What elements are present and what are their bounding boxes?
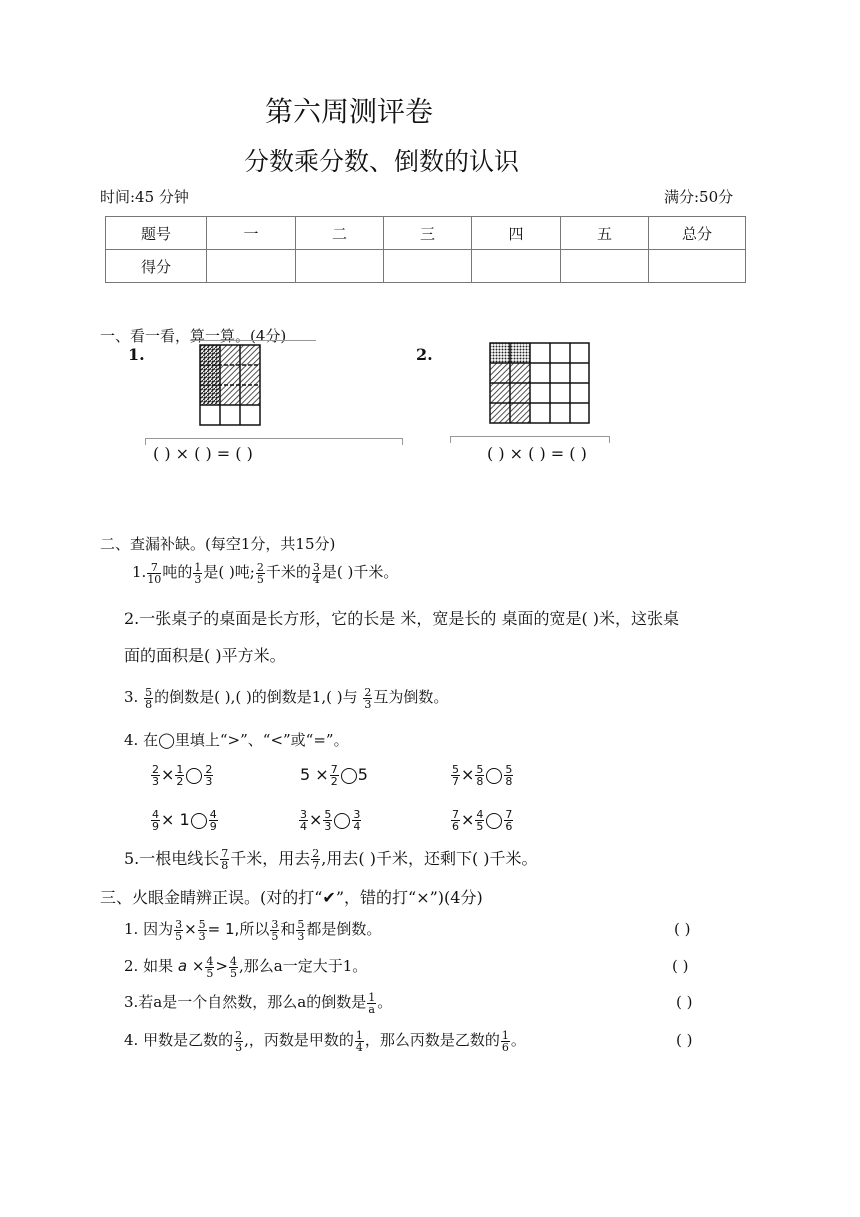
answer-paren[interactable]: ( ) — [676, 1031, 693, 1049]
comparison-item — [150, 809, 219, 832]
question-item — [132, 561, 398, 585]
question-text: ,用去( )千米，还剩下( )千米。 — [321, 849, 538, 868]
fraction — [299, 809, 308, 832]
denominator: 3 — [324, 820, 332, 833]
denominator: 3 — [235, 1040, 243, 1054]
denominator: 4 — [353, 820, 361, 833]
fraction — [256, 562, 265, 585]
question-text: 千米的 — [265, 563, 311, 581]
table-cell: 题号 — [106, 217, 207, 250]
equation-text: = 1, — [207, 920, 240, 938]
question-text: 都是倒数。 — [306, 920, 382, 938]
question-text: 是( )吨; — [203, 563, 255, 581]
numerator: 2 — [152, 763, 159, 776]
denominator: 5 — [256, 572, 264, 586]
answer-paren[interactable]: ( ) — [676, 993, 693, 1011]
numerator: 4 — [229, 954, 237, 968]
numerator: 5 — [505, 763, 513, 776]
denominator: 3 — [297, 929, 305, 943]
table-cell: 四 — [472, 217, 561, 250]
section1-heading: 一、看一看，算一算。(4分) — [100, 327, 287, 345]
answer-paren[interactable]: ( ) — [674, 920, 691, 938]
fraction — [151, 809, 160, 832]
time-limit: 时间:45 分钟 — [100, 188, 189, 206]
denominator: 8 — [145, 697, 153, 711]
fraction — [151, 764, 160, 787]
operator: × — [461, 765, 475, 784]
question-text: 。 — [377, 993, 393, 1011]
denominator: 8 — [476, 775, 484, 788]
numerator: 4 — [209, 808, 217, 821]
numerator: 7 — [147, 562, 161, 574]
table-row — [106, 217, 746, 250]
divider — [190, 340, 316, 341]
denominator: 4 — [312, 572, 320, 586]
numerator: 2 — [312, 847, 320, 860]
numerator: 5 — [476, 763, 484, 776]
score-input-cell[interactable] — [561, 250, 649, 283]
grid-figure-1 — [199, 344, 261, 426]
score-input-cell[interactable] — [207, 250, 296, 283]
comparison-item — [450, 764, 514, 787]
page-title: 第六周测评卷 — [265, 95, 434, 128]
fraction — [312, 562, 321, 585]
denominator: 3 — [194, 572, 202, 586]
fraction — [193, 562, 202, 585]
section3-heading: 三、火眼金睛辨正误。(对的打“✔”，错的打“×”)(4分) — [100, 888, 483, 907]
operator: × — [161, 765, 175, 784]
denominator: 3 — [364, 697, 372, 711]
denominator: 5 — [229, 966, 237, 980]
table-cell: 总分 — [649, 217, 746, 250]
question-text: ，那么丙数是乙数的 — [364, 1031, 500, 1049]
question-text: 4. 在◯里填上“>”、“<”或“=”。 — [124, 731, 349, 749]
numerator: 3 — [312, 560, 320, 574]
numerator: 1 — [501, 1028, 509, 1042]
question-text: 5.一根电线长 — [124, 849, 220, 868]
question-item — [124, 991, 392, 1015]
numerator: 1 — [368, 990, 376, 1004]
question-number: 1. — [128, 345, 145, 364]
number: 1 — [179, 810, 190, 829]
operator: × — [315, 765, 329, 784]
numerator: 3 — [353, 808, 361, 821]
question-item — [124, 686, 448, 710]
numerator: 1 — [194, 560, 202, 574]
numerator: 2 — [205, 763, 213, 776]
number: 5 — [300, 765, 311, 784]
fraction — [204, 764, 213, 787]
comparison-item — [298, 809, 362, 832]
numerator: 2 — [235, 1028, 243, 1042]
numerator: 4 — [206, 954, 214, 968]
numerator: 7 — [505, 808, 513, 821]
denominator: 4 — [300, 820, 307, 833]
question-item — [124, 1029, 526, 1053]
score-input-cell[interactable] — [384, 250, 472, 283]
compare-circle[interactable] — [341, 768, 357, 784]
fraction — [323, 809, 332, 832]
question-item — [124, 846, 538, 871]
fraction — [330, 764, 339, 787]
table-cell: 一 — [207, 217, 296, 250]
compare-circle[interactable] — [334, 813, 350, 829]
numerator: 5 — [452, 763, 459, 776]
table-cell: 五 — [561, 217, 649, 250]
fraction — [198, 919, 207, 942]
fraction — [504, 809, 513, 832]
table-row — [106, 250, 746, 283]
fraction — [175, 764, 184, 787]
numerator: 5 — [198, 917, 206, 931]
comparison-item — [300, 764, 368, 787]
numerator: 3 — [271, 917, 279, 931]
fraction — [311, 848, 320, 871]
operator: > — [215, 957, 228, 975]
question-text: 3.若a是一个自然数，那么a的倒数是 — [124, 993, 367, 1011]
denominator: 5 — [175, 929, 183, 943]
fraction — [475, 764, 484, 787]
fraction — [220, 848, 229, 871]
question-number: 3. — [124, 688, 139, 706]
fraction — [205, 956, 214, 979]
denominator: 8 — [221, 859, 229, 872]
question-text: 吨的 — [162, 563, 193, 581]
fraction — [234, 1030, 243, 1053]
fraction — [270, 919, 279, 942]
denominator: a — [368, 1002, 375, 1016]
compare-circle[interactable] — [191, 813, 207, 829]
table-cell: 得分 — [106, 250, 207, 283]
numerator: 3 — [175, 917, 183, 931]
fraction — [504, 764, 513, 787]
denominator: 6 — [501, 1040, 509, 1054]
denominator: 3 — [152, 775, 159, 788]
operator: × — [461, 810, 475, 829]
fraction — [475, 809, 484, 832]
equation-text: a × — [177, 957, 205, 975]
answer-blank[interactable]: ( ) × ( ) = ( ) — [153, 444, 253, 463]
question-text: 1. 因为 — [124, 920, 174, 938]
denominator: 2 — [330, 775, 338, 788]
score-input-cell[interactable] — [472, 250, 561, 283]
numerator: 2 — [256, 560, 264, 574]
question-text: 的倒数是( ),( )的倒数是1,( )与 — [154, 688, 358, 706]
numerator: 4 — [476, 808, 484, 821]
score-input-cell[interactable] — [296, 250, 384, 283]
question-text: 2.一张桌子的桌面是长方形，它的长是 米，宽是长的 桌面的宽是( )米，这张桌 — [124, 609, 680, 628]
fraction — [501, 1030, 510, 1053]
numerator: 7 — [452, 808, 459, 821]
question-number: 2. — [416, 345, 433, 364]
denominator: 5 — [206, 966, 214, 980]
question-text: 4. 甲数是乙数的 — [124, 1031, 234, 1049]
fraction — [296, 919, 305, 942]
question-text: 。 — [510, 1031, 526, 1049]
table-cell: 三 — [384, 217, 472, 250]
answer-paren[interactable]: ( ) — [672, 957, 689, 975]
denominator: 5 — [476, 820, 484, 833]
numerator: 3 — [300, 808, 307, 821]
question-text: 和 — [280, 920, 296, 938]
denominator: 10 — [147, 572, 162, 586]
numerator: 2 — [364, 685, 372, 699]
table-cell: 二 — [296, 217, 384, 250]
operator: × — [161, 810, 175, 829]
question-text: 互为倒数。 — [373, 688, 449, 706]
numerator: 7 — [221, 847, 229, 860]
denominator: 9 — [152, 820, 159, 833]
denominator: 7 — [312, 859, 320, 872]
fraction — [229, 956, 238, 979]
numerator: 1 — [355, 1028, 363, 1042]
numerator: 1 — [176, 763, 184, 776]
numerator: 5 — [145, 685, 153, 699]
question-text: 千米，用去 — [230, 849, 311, 868]
comparison-item — [150, 764, 214, 787]
question-text: 面的面积是( )平方米。 — [124, 646, 286, 665]
numerator: 7 — [330, 763, 338, 776]
question-item — [124, 918, 381, 942]
question-text: 是( )千米。 — [321, 563, 399, 581]
question-number: 1. — [132, 563, 147, 581]
fraction — [363, 687, 372, 710]
fraction — [451, 764, 460, 787]
denominator: 6 — [452, 820, 459, 833]
question-text: ,那么a一定大于1。 — [238, 957, 368, 975]
score-table — [105, 216, 746, 283]
denominator: 3 — [205, 775, 213, 788]
denominator: 2 — [176, 775, 184, 788]
question-text: 所以 — [239, 920, 270, 938]
page-subtitle: 分数乘分数、倒数的认识 — [244, 147, 520, 176]
fraction — [451, 809, 460, 832]
operator: × — [309, 810, 323, 829]
numerator: 5 — [297, 917, 305, 931]
section2-heading: 二、查漏补缺。(每空1分，共15分) — [100, 535, 336, 553]
comparison-item — [450, 809, 514, 832]
number: 5 — [357, 765, 368, 784]
full-score: 满分:50分 — [664, 188, 734, 206]
denominator: 8 — [505, 775, 513, 788]
compare-circle[interactable] — [486, 768, 502, 784]
fraction — [355, 1030, 364, 1053]
denominator: 5 — [271, 929, 279, 943]
fraction — [144, 687, 153, 710]
denominator: 6 — [505, 820, 513, 833]
numerator: 5 — [324, 808, 332, 821]
denominator: 7 — [452, 775, 459, 788]
numerator: 4 — [152, 808, 159, 821]
compare-circle[interactable] — [186, 768, 202, 784]
answer-blank[interactable]: ( ) × ( ) = ( ) — [487, 444, 587, 463]
fraction — [147, 562, 161, 585]
question-text: ,，丙数是甲数的 — [244, 1031, 354, 1049]
compare-circle[interactable] — [486, 813, 502, 829]
fraction — [367, 992, 376, 1015]
fraction — [352, 809, 361, 832]
denominator: 9 — [209, 820, 217, 833]
fraction — [209, 809, 218, 832]
score-input-cell[interactable] — [649, 250, 746, 283]
fraction — [174, 919, 183, 942]
divider — [450, 436, 610, 443]
operator: × — [184, 920, 197, 938]
grid-figure-2 — [489, 342, 590, 425]
question-item — [124, 955, 367, 979]
denominator: 3 — [198, 929, 206, 943]
denominator: 4 — [355, 1040, 363, 1054]
question-text: 2. 如果 — [124, 957, 174, 975]
